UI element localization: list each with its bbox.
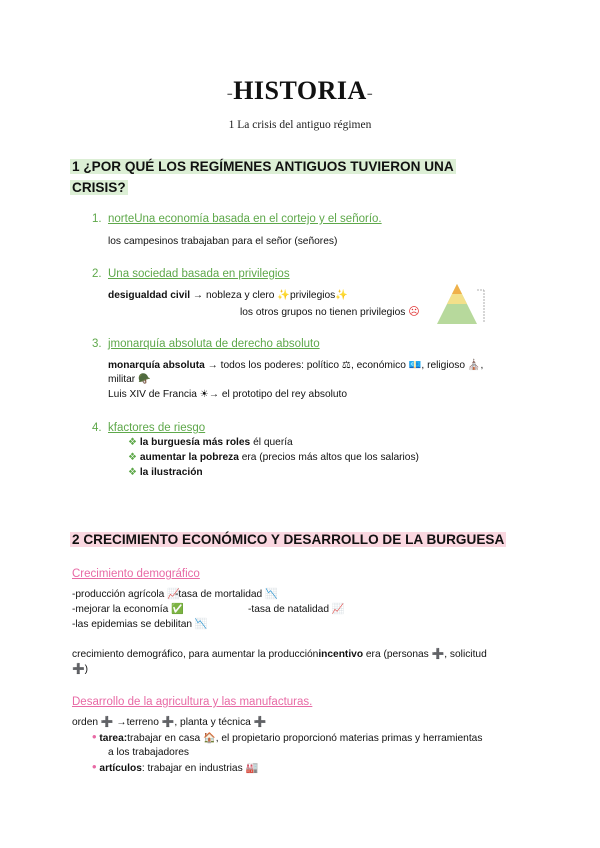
item1-number: 1. bbox=[92, 213, 102, 225]
item1-line: los campesinos trabajaban para el señor (señores) bbox=[108, 236, 338, 247]
item3-line1 bbox=[108, 360, 483, 371]
title-dash-left: - bbox=[226, 82, 234, 103]
sub2-bullet-2 bbox=[92, 759, 259, 774]
sub1-para-bold: incentivo bbox=[318, 649, 364, 660]
item2-line2-text: los otros grupos no tienen privilegios bbox=[240, 307, 406, 318]
sub2-bullet-1-line2: a los trabajadores bbox=[108, 747, 189, 758]
sub1-para-end: era (personas ➕, solicitud bbox=[363, 649, 487, 660]
item2-bold: desigualdad civil bbox=[108, 290, 191, 301]
sub1-paragraph-line2: ➕) bbox=[72, 664, 89, 675]
sad-face-icon: ☹ bbox=[408, 306, 420, 318]
section1-heading-line1: 1 ¿POR QUÉ LOS REGÍMENES ANTIGUOS TUVIERON UNA bbox=[72, 159, 454, 174]
page-title bbox=[0, 76, 600, 106]
item4-bullet-2-bold: aumentar la pobreza bbox=[139, 452, 239, 463]
title-dash-right: - bbox=[366, 82, 374, 103]
item4-bullet-2-rest: era (precios más altos que los salarios) bbox=[238, 452, 419, 463]
item3-bold: monarquía absoluta bbox=[108, 360, 205, 371]
item4-bullet-1-rest: él quería bbox=[250, 437, 293, 448]
section1-heading-line2: CRISIS? bbox=[72, 180, 126, 195]
item4-bullet-3 bbox=[128, 467, 203, 478]
pink-bullet-icon: • bbox=[92, 759, 97, 774]
diamond-bullet-icon: ❖ bbox=[128, 437, 137, 448]
item2-number: 2. bbox=[92, 268, 102, 280]
section1-heading bbox=[70, 156, 456, 198]
item3-line3: Luis XIV de Francia ☀→ el prototipo del rey absoluto bbox=[108, 389, 348, 400]
item3-line1-rest: → todos los poderes: político ⚖, económico 💶, religioso ⛪, bbox=[204, 360, 484, 371]
item2-line1-rest: → nobleza y clero ✨privilegios✨ bbox=[190, 290, 348, 301]
sub2-bullet-1 bbox=[92, 729, 483, 744]
page-subtitle: 1 La crisis del antiguo régimen bbox=[228, 119, 372, 131]
sub1-col1-line3: -las epidemias se debilitan 📉 bbox=[72, 619, 208, 630]
social-pyramid-icon bbox=[433, 282, 485, 326]
sub2-intro: orden ➕ →terreno ➕, planta y técnica ➕ bbox=[72, 717, 267, 728]
pyramid-top bbox=[452, 284, 462, 294]
item4-number: 4. bbox=[92, 422, 102, 434]
diamond-bullet-icon: ❖ bbox=[128, 452, 137, 463]
item4-title[interactable]: kfactores de riesgo bbox=[108, 422, 206, 434]
item3-title[interactable]: jmonarquía absoluta de derecho absoluto bbox=[108, 338, 320, 350]
sub1-title[interactable]: Crecimiento demográfico bbox=[72, 568, 200, 580]
sub1-col2-line1: -tasa de mortalidad 📉 bbox=[175, 589, 278, 600]
item3-line2: militar 🪖 bbox=[108, 374, 151, 385]
sub1-col1-line2: -mejorar la economía ✅ bbox=[72, 604, 184, 615]
sub2-bullet-1-rest: trabajar en casa 🏠, el propietario proporcionó materias primas y herramientas bbox=[127, 733, 483, 744]
diamond-bullet-icon: ❖ bbox=[128, 467, 137, 478]
item4-bullet-2 bbox=[128, 452, 419, 463]
item2-line1 bbox=[108, 290, 348, 301]
sub1-paragraph-line1 bbox=[72, 649, 487, 660]
item2-title[interactable]: Una sociedad basada en privilegios bbox=[108, 268, 290, 280]
section2-heading bbox=[70, 529, 506, 550]
item2-line2 bbox=[240, 305, 420, 318]
sub2-title[interactable]: Desarrollo de la agricultura y las manufacturas. bbox=[72, 696, 313, 708]
item4-bullet-1 bbox=[128, 437, 293, 448]
item3-number: 3. bbox=[92, 338, 102, 350]
sub1-col2-line2: -tasa de natalidad 📈 bbox=[248, 604, 345, 615]
sub2-bullet-2-bold: artículos bbox=[99, 763, 142, 774]
sub2-bullet-2-rest: : trabajar en industrias 🏭 bbox=[141, 763, 259, 774]
sub1-col1-line1: -producción agrícola 📈 bbox=[72, 589, 180, 600]
item1-title[interactable]: norteUna economía basada en el cortejo y el señorío. bbox=[108, 213, 382, 225]
sub2-bullet-1-bold: tarea: bbox=[99, 733, 128, 744]
section2-heading-text: 2 CRECIMIENTO ECONÓMICO Y DESARROLLO DE LA BURGUESA bbox=[72, 532, 505, 547]
item4-bullet-1-bold: la burguesía más roles bbox=[139, 437, 251, 448]
title-text: HISTORIA bbox=[233, 76, 367, 105]
pink-bullet-icon: • bbox=[92, 729, 97, 744]
item4-bullet-3-bold: la ilustración bbox=[139, 467, 203, 478]
sub1-para-start: crecimiento demográfico, para aumentar la producción bbox=[72, 649, 319, 660]
